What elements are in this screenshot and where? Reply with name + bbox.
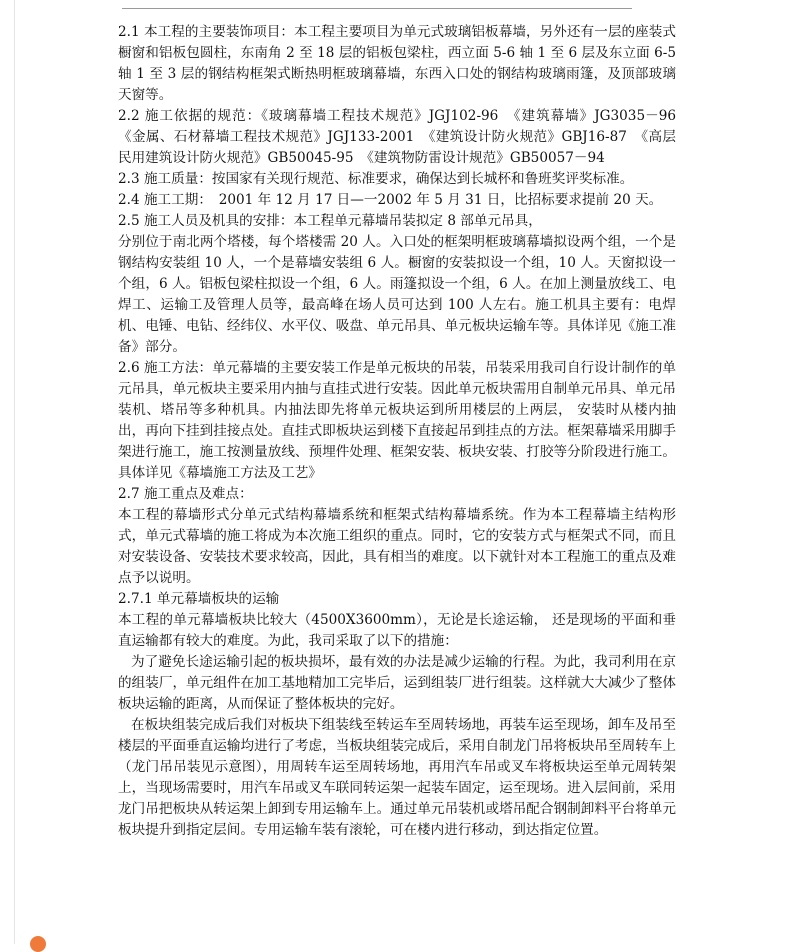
page-edge-line <box>14 0 15 944</box>
document-body <box>118 22 690 841</box>
header-rule <box>122 8 632 9</box>
section-2-7-body: 本工程的幕墙形式分单元式结构幕墙系统和框架式结构幕墙系统。作为本工程幕墙主结构形式，单元式幕墙的施工将成为本次施工组织的重点。同时，它的安装方式与框架式不同，而且对安装设备、安装技术要求较高，因此，具有相当的难度。以下就针对本工程施工的重点及难点予以说明。 <box>118 507 676 586</box>
section-2-3-quality: 2.3 施工质量：按国家有关现行规范、标准要求，确保达到长城杯和鲁班奖评奖标准。 <box>118 171 634 187</box>
corner-mark <box>30 936 46 952</box>
section-2-7-1-heading: 2.7.1 单元幕墙板块的运输 <box>118 591 280 607</box>
section-2-1-decoration-items: 2.1 本工程的主要装饰项目：本工程主要项目为单元式玻璃铝板幕墙，另外还有一层的座装式橱窗和铝板包圆柱，东南角 2 至 18 层的铝板包梁柱，西立面 5-6 轴 1 至 6 层及东立面 6-5 轴 1 至 3 层的钢结构框架式断热明框玻璃幕墙，东西入口处的钢结构玻璃雨篷，及顶部玻璃天窗等。 <box>118 24 676 103</box>
section-2-4-schedule: 2.4 施工工期： 2001 年 12 月 17 日—一2002 年 5 月 31 日，比招标要求提前 20 天。 <box>118 192 663 208</box>
section-2-2-specifications: 2.2 施工依据的规范：《玻璃幕墙工程技术规范》JGJ102-96 《建筑幕墙》JG3035－96 《金属、石材幕墙工程技术规范》JGJ133-2001 《建筑设计防火规范》GBJ16-87 《高层民用建筑设计防火规范》GB50045-95 《建筑物防雷设计规范》GB50057－94 <box>118 108 690 166</box>
section-2-5-heading: 2.5 施工人员及机具的安排：本工程单元幕墙吊装拟定 8 部单元吊具， <box>118 213 542 229</box>
section-2-7-1-para-long-distance: 为了避免长途运输引起的板块损坏，最有效的办法是减少运输的行程。为此，我司利用在京的组装厂，单元组件在加工基地精加工完毕后，运到组装厂进行组装。这样就大大减少了整体板块运输的距离，从而保证了整体板块的完好。 <box>118 654 676 712</box>
section-2-7-heading: 2.7 施工重点及难点： <box>118 486 253 502</box>
section-2-5-body: 分别位于南北两个塔楼，每个塔楼需 20 人。入口处的框架明框玻璃幕墙拟设两个组，一个是钢结构安装组 10 人，一个是幕墙安装组 6 人。橱窗的安装拟设一个组，10 人。天窗拟设一个组，6 人。铝板包梁柱拟设一个组，6 人。雨篷拟设一个组，6 人。在加上测量放线工、电焊工、运输工及管理人员等，最高峰在场人员可达到 100 人左右。施工机具主要有：电焊机、电锤、电钻、经纬仪、水平仪、吸盘、单元吊具、单元板块运输车等。具体详见《施工准备》部分。 <box>118 234 676 355</box>
section-2-7-1-intro: 本工程的单元幕墙板块比较大（4500X3600mm），无论是长途运输， 还是现场的平面和垂直运输都有较大的难度。为此，我司采取了以下的措施： <box>118 612 676 649</box>
section-2-7-1-para-site-transport: 在板块组装完成后我们对板块下组装线至转运车至周转场地，再装车运至现场，卸车及吊至楼层的平面垂直运输均进行了考虑，当板块组装完成后，采用自制龙门吊将板块吊至周转车上（龙门吊吊装见示意图），用周转车运至周转场地，再用汽车吊或叉车将板块运至单元周转架上，当现场需要时，用汽车吊或叉车联同转运架一起装车固定，运至现场。进入层间前，采用龙门吊把板块从转运架上卸到专用运输车上。通过单元吊装机或塔吊配合钢制卸料平台将单元板块提升到指定层间。专用运输车装有滚轮，可在楼内进行移动，到达指定位置。 <box>118 717 676 838</box>
section-2-6-method: 2.6 施工方法：单元幕墙的主要安装工作是单元板块的吊装，吊装采用我司自行设计制作的单元吊具，单元板块主要采用内抽与直挂式进行安装。因此单元板块需用自制单元吊具、单元吊装机、塔吊等多种机具。内抽法即先将单元板块运到所用楼层的上两层， 安装时从楼内抽出，再向下挂到挂接点处。直挂式即板块运到楼下直接起吊到挂点的方法。框架幕墙采用脚手架进行施工，施工按测量放线、预埋件处理、框架安装、板块安装、打胶等分阶段进行施工。具体详见《幕墙施工方法及工艺》 <box>118 360 676 481</box>
